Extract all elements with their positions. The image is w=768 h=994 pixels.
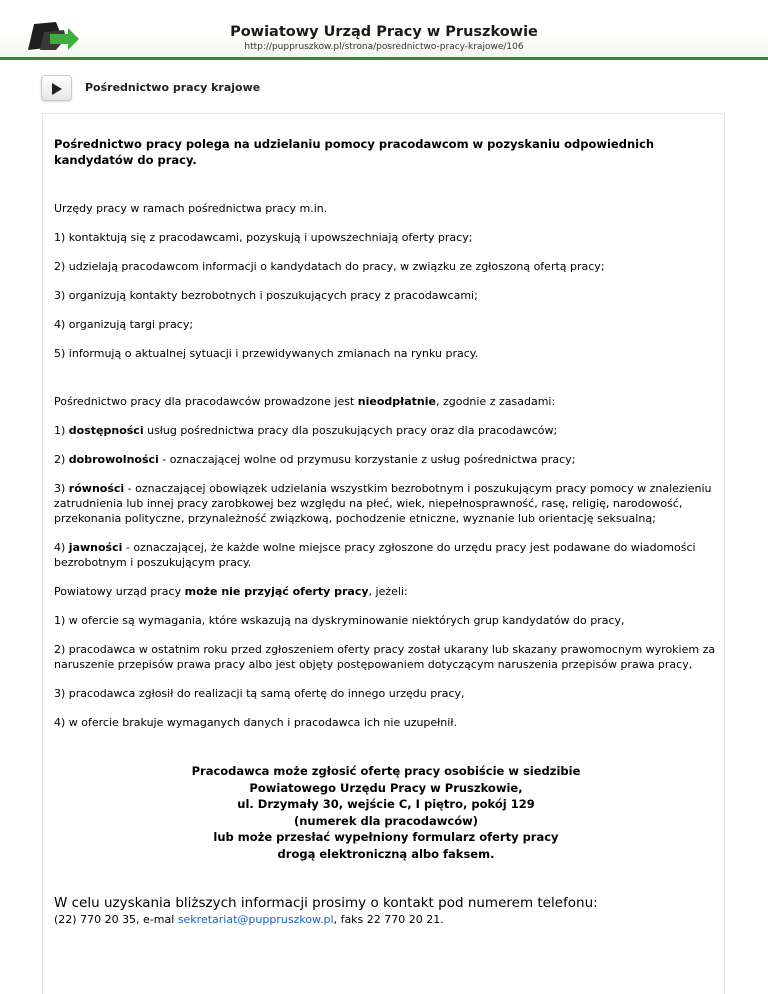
reason-item: 4) w ofercie brakuje wymaganych danych i pracodawca ich nie uzupełnił.	[54, 716, 457, 729]
reason-item: 2) pracodawca w ostatnim roku przed zgłoszeniem oferty pracy został ukarany lub skazany prawomocnym wyrokiem za naruszenie przepisów prawa pracy albo jest objęty postępowaniem dotyczącym naruszenia przepisów prawa pracy,	[54, 643, 716, 671]
reason-item: 1) w ofercie są wymagania, które wskazują na dyskryminowanie niektórych grup kandydatów do pracy,	[54, 614, 625, 627]
email-link[interactable]: sekretariat@puppruszkow.pl	[177, 913, 334, 926]
reason-item: 3) pracodawca zgłosił do realizacji tą samą ofertę do innego urzędu pracy,	[54, 687, 465, 700]
reject-text: Powiatowy urząd pracy może nie przyjąć oferty pracy, jeżeli:	[54, 585, 408, 598]
rule-item: 4) jawności - oznaczającej, że każde wolne miejsce pracy zgłoszone do urzędu pracy jest podawane do wiadomości bezrobotnym i poszukującym pracy.	[54, 541, 696, 569]
lead-paragraph: Pośrednictwo pracy polega na udzielaniu pomocy pracodawcom w pozyskaniu odpowiednich kandydatów do pracy.	[54, 137, 655, 167]
play-arrow-icon	[51, 82, 63, 96]
free-service-text: Pośrednictwo pracy dla pracodawców prowadzone jest nieodpłatnie, zgodnie z zasadami:	[54, 395, 556, 408]
site-title: Powiatowy Urząd Pracy w Pruszkowie	[230, 24, 538, 40]
page-title: Pośrednictwo pracy krajowe	[85, 81, 261, 94]
rule-item: 1) dostępności usług pośrednictwa pracy dla poszukujących pracy oraz dla pracodawców;	[54, 424, 558, 437]
contact-lead: W celu uzyskania bliższych informacji prosimy o kontakt pod numerem telefonu:	[54, 895, 598, 911]
site-url: http://puppruszkow.pl/strona/posrednictwo-pracy-krajowe/106	[244, 42, 524, 52]
header-divider	[0, 57, 768, 60]
contact-details: (22) 770 20 35, e-mal sekretariat@puppruszkow.pl, faks 22 770 20 21.	[54, 913, 444, 926]
task-item: 4) organizują targi pracy;	[54, 318, 194, 331]
rule-item: 3) równości - oznaczającej obowiązek udzielania wszystkim bezrobotnym i poszukującym pracy pomocy w znalezieniu zatrudnienia lub innej pracy zarobkowej bez względu na płeć, wiek, niepełnosprawność, rasę, religię, narodowość, przekonania polityczne, przynależność związkową, pochodzenie etniczne, wyznanie lub orientację seksualną;	[54, 482, 712, 525]
content-panel	[42, 113, 725, 994]
task-item: 3) organizują kontakty bezrobotnych i poszukujących pracy z pracodawcami;	[54, 289, 478, 302]
rule-item: 2) dobrowolności - oznaczającej wolne od przymusu korzystanie z usług pośrednictwa pracy;	[54, 453, 576, 466]
breadcrumb-button[interactable]	[41, 75, 72, 101]
intro-text: Urzędy pracy w ramach pośrednictwa pracy m.in.	[54, 202, 328, 215]
task-item: 5) informują o aktualnej sytuacji i przewidywanych zmianach na rynku pracy.	[54, 347, 479, 360]
task-item: 1) kontaktują się z pracodawcami, pozyskują i upowszechniają oferty pracy;	[54, 231, 473, 244]
submission-info: Pracodawca może zgłosić ofertę pracy osobiście w siedzibie Powiatowego Urzędu Pracy w Pruszkowie, ul. Drzymały 30, wejście C, I piętro, pokój 129 (numerek dla pracodawców) lub może przesłać wypełniony formularz oferty pracy drogą elektroniczną albo faksem.	[191, 764, 581, 861]
task-item: 2) udzielają pracodawcom informacji o kandydatach do pracy, w związku ze zgłoszoną ofertą pracy;	[54, 260, 605, 273]
site-header	[0, 0, 768, 60]
